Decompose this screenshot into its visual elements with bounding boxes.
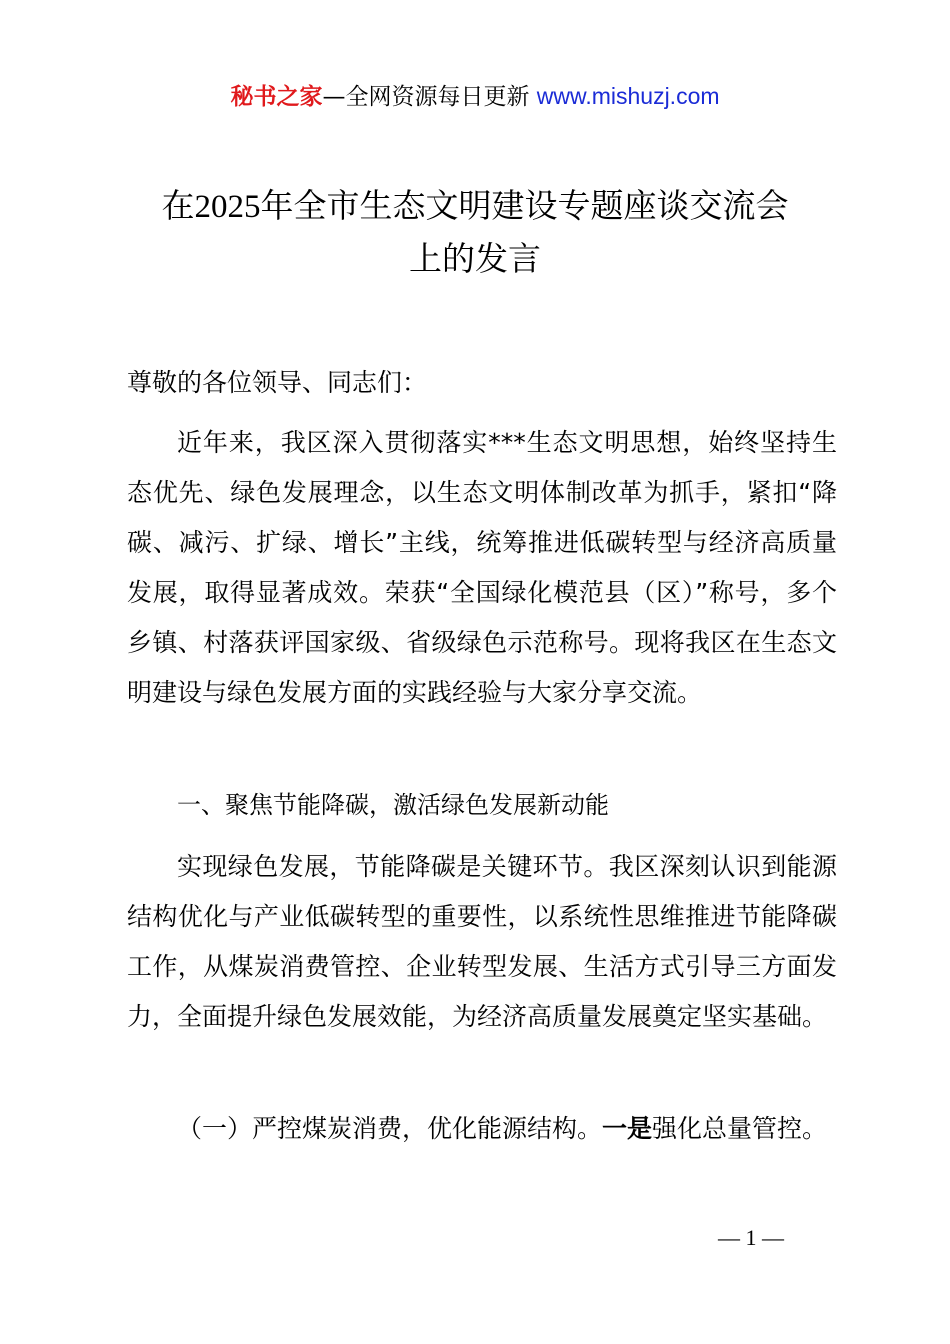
subsection-line: （一）严控煤炭消费，优化能源结构。一是强化总量管控。: [177, 1114, 828, 1143]
section-heading: 一、聚焦节能降碳，激活绿色发展新动能: [177, 791, 609, 819]
salutation: 尊敬的各位领导、同志们：: [127, 368, 428, 397]
title-line-2: 上的发言: [409, 239, 541, 278]
paragraph-section-1: 实现绿色发展，节能降碳是关键环节。我区深刻认识到能源结构优化与产业低碳转型的重要性，以系统性思维推进节能降碳工作，从煤炭消费管控、企业转型发展、生活方式引导三方面发力，全面提升绿色发展效能，为经济高质量发展奠定坚实基础。: [127, 852, 837, 1031]
page-number: — 1 —: [718, 1225, 784, 1250]
header-tagline: —全网资源每日更新: [322, 84, 530, 110]
document-title: [60, 180, 890, 285]
site-header: [0, 80, 950, 113]
brand-name: 秘书之家: [230, 84, 323, 110]
site-url-link[interactable]: www.mishuzj.com: [536, 83, 720, 109]
bold-lead: 一是: [602, 1114, 653, 1143]
title-line-1: 在2025年全市生态文明建设专题座谈交流会: [161, 186, 789, 225]
paragraph-intro: 近年来，我区深入贯彻落实***生态文明思想，始终坚持生态优先、绿色发展理念，以生态文明体制改革为抓手，紧扣“降碳、减污、扩绿、增长”主线，统筹推进低碳转型与经济高质量发展，取得显著成效。荣获“全国绿化模范县（区）”称号，多个乡镇、村落获评国家级、省级绿色示范称号。现将我区在生态文明建设与绿色发展方面的实践经验与大家分享交流。: [127, 428, 837, 707]
